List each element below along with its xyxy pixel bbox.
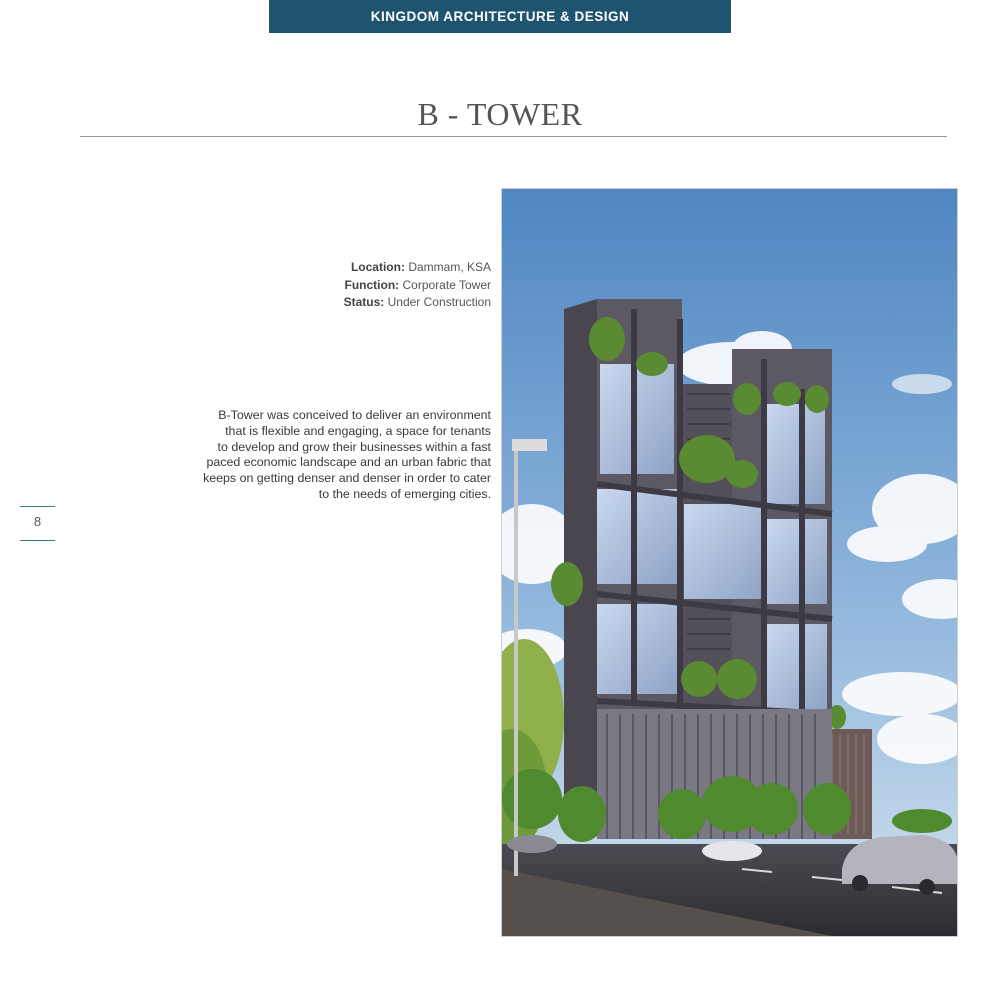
meta-function: [344, 277, 491, 295]
function-label: Function:: [344, 277, 400, 292]
page-number: 8: [33, 514, 42, 529]
description-line: keeps on getting denser and denser in order to cater: [203, 471, 491, 486]
meta-status: [344, 294, 491, 312]
page-number-rule-top: [20, 506, 55, 507]
location-label: Location:: [350, 260, 405, 274]
description-line: to develop and grow their businesses within a fast: [217, 439, 491, 454]
project-meta: [344, 259, 491, 312]
project-description: [151, 408, 491, 503]
header-bar: [269, 0, 731, 33]
meta-location: [344, 259, 491, 277]
location-value: Dammam, KSA: [408, 260, 491, 274]
description-line: that is flexible and engaging, a space for tenants: [225, 423, 491, 438]
function-value: Corporate Tower: [402, 277, 491, 292]
page-title: B - TOWER: [417, 96, 583, 132]
tower-rendering-image: [501, 188, 958, 937]
description-line: to the needs of emerging cities.: [318, 486, 491, 501]
header-text: KINGDOM ARCHITECTURE & DESIGN: [370, 9, 630, 24]
description-line: paced economic landscape and an urban fabric that: [206, 455, 491, 470]
title-divider: [80, 136, 947, 137]
page-number-rule-bottom: [20, 540, 55, 541]
status-label: Status:: [343, 295, 385, 309]
description-line: B-Tower was conceived to deliver an environment: [218, 408, 491, 422]
status-value: Under Construction: [387, 295, 491, 309]
